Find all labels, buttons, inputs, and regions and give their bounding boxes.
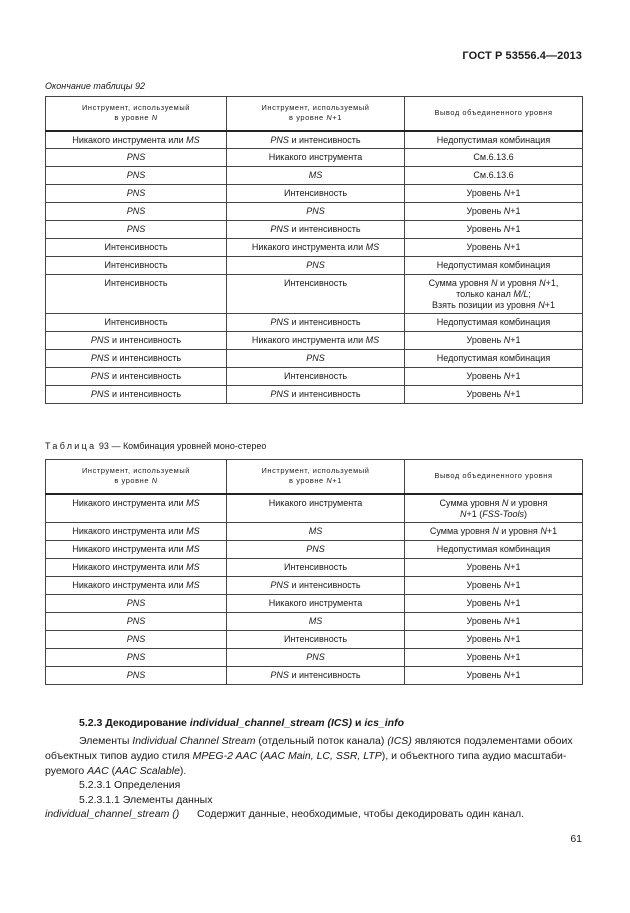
cell-level-n1: PNS — [227, 350, 405, 368]
section-paragraph — [45, 734, 585, 779]
header-cell-level-n — [46, 97, 227, 131]
cell-output: Уровень N+1 — [405, 221, 583, 239]
table-row — [46, 350, 583, 368]
cell-level-n1: PNS и интенсивность — [227, 666, 405, 684]
cell-level-n1: PNS — [227, 648, 405, 666]
cell-output: Уровень N+1 — [405, 332, 583, 350]
cell-level-n1: PNS — [227, 540, 405, 558]
cell-level-n: PNS — [46, 203, 227, 221]
table-row — [46, 239, 583, 257]
table-row — [46, 221, 583, 239]
cell-output: Недопустимая комбинация — [405, 350, 583, 368]
cell-level-n: Никакого инструмента или MS — [46, 576, 227, 594]
subsection-data-elements: 5.2.3.1.1 Элементы данных — [79, 794, 213, 806]
cell-level-n: PNS и интенсивность — [46, 386, 227, 404]
table-92 — [45, 96, 583, 404]
table93-caption-text: — Комбинация уровней моно-стерео — [111, 441, 267, 451]
cell-output: Уровень N+1 — [405, 386, 583, 404]
table-row — [46, 558, 583, 576]
cell-level-n1: Никакого инструмента — [227, 594, 405, 612]
cell-level-n: PNS — [46, 612, 227, 630]
cell-output: Сумма уровня N и уровня N+1 (FSS-Tools) — [405, 494, 583, 523]
table-92-body — [46, 131, 583, 404]
definition-term: individual_channel_stream () — [45, 808, 180, 820]
cell-level-n: PNS — [46, 630, 227, 648]
cell-level-n: PNS и интенсивность — [46, 368, 227, 386]
cell-level-n: Интенсивность — [46, 239, 227, 257]
cell-level-n: PNS — [46, 666, 227, 684]
table-row — [46, 666, 583, 684]
table-row — [46, 368, 583, 386]
cell-output: Уровень N+1 — [405, 203, 583, 221]
table93-caption — [45, 441, 266, 451]
cell-level-n: Интенсивность — [46, 314, 227, 332]
cell-output: Уровень N+1 — [405, 368, 583, 386]
cell-level-n: PNS — [46, 185, 227, 203]
cell-level-n1: Никакого инструмента или MS — [227, 239, 405, 257]
header-text: Вывод объединенного уровня — [434, 108, 553, 118]
table-row — [46, 332, 583, 350]
cell-output: Уровень N+1 — [405, 594, 583, 612]
section-title-and: и — [354, 717, 362, 729]
table-row — [46, 630, 583, 648]
document-id-header: ГОСТ Р 53556.4—2013 — [462, 50, 582, 62]
cell-level-n1: PNS и интенсивность — [227, 576, 405, 594]
table-row — [46, 131, 583, 149]
cell-level-n: PNS — [46, 648, 227, 666]
table-row — [46, 257, 583, 275]
table-row — [46, 522, 583, 540]
cell-output: Уровень N+1 — [405, 630, 583, 648]
cell-level-n1: Интенсивность — [227, 558, 405, 576]
cell-output: Недопустимая комбинация — [405, 314, 583, 332]
cell-level-n: Никакого инструмента или MS — [46, 522, 227, 540]
cell-level-n1: MS — [227, 522, 405, 540]
table-93-body — [46, 494, 583, 685]
cell-output: Уровень N+1 — [405, 185, 583, 203]
section-title-plain: Декодирование — [105, 717, 187, 729]
table-row — [46, 314, 583, 332]
cell-level-n: PNS и интенсивность — [46, 332, 227, 350]
table-row — [46, 167, 583, 185]
cell-output: Недопустимая комбинация — [405, 131, 583, 149]
definition-description: Содержит данные, необходимые, чтобы декодировать один канал. — [197, 808, 525, 820]
section-title — [79, 717, 404, 729]
table-row — [46, 612, 583, 630]
header-text: Инструмент, используемый в уровне N — [82, 103, 190, 123]
cell-output: Недопустимая комбинация — [405, 540, 583, 558]
table-row — [46, 386, 583, 404]
cell-output: Уровень N+1 — [405, 648, 583, 666]
cell-level-n: Интенсивность — [46, 257, 227, 275]
cell-output: Уровень N+1 — [405, 239, 583, 257]
cell-level-n: PNS — [46, 221, 227, 239]
table-93 — [45, 459, 583, 685]
table-row — [46, 494, 583, 523]
cell-level-n1: Интенсивность — [227, 368, 405, 386]
cell-level-n: PNS — [46, 149, 227, 167]
cell-level-n1: Интенсивность — [227, 630, 405, 648]
header-cell-output — [405, 460, 583, 494]
header-text: Инструмент, используемый в уровне N+1 — [261, 466, 370, 486]
cell-level-n1: Никакого инструмента — [227, 149, 405, 167]
header-text: Инструмент, используемый в уровне N — [82, 466, 190, 486]
cell-level-n: Никакого инструмента или MS — [46, 540, 227, 558]
header-cell-level-n1 — [227, 460, 405, 494]
cell-output: Уровень N+1 — [405, 558, 583, 576]
table-header-row — [46, 97, 583, 131]
table-row — [46, 576, 583, 594]
section-number: 5.2.3 — [79, 717, 103, 729]
cell-output: Сумма уровня N и уровня N+1 — [405, 522, 583, 540]
cell-level-n1: PNS и интенсивность — [227, 131, 405, 149]
cell-output: См.6.13.6 — [405, 149, 583, 167]
cell-level-n: Никакого инструмента или MS — [46, 131, 227, 149]
header-text: Инструмент, используемый в уровне N+1 — [261, 103, 370, 123]
cell-level-n: Никакого инструмента или MS — [46, 494, 227, 523]
cell-output: Недопустимая комбинация — [405, 257, 583, 275]
section-title-term-ics-info: ics_info — [364, 717, 405, 729]
cell-level-n1: Никакого инструмента или MS — [227, 332, 405, 350]
cell-output: См.6.13.6 — [405, 167, 583, 185]
header-cell-level-n1 — [227, 97, 405, 131]
cell-level-n1: Интенсивность — [227, 275, 405, 314]
cell-level-n: Никакого инструмента или MS — [46, 558, 227, 576]
table-row — [46, 594, 583, 612]
cell-level-n1: Интенсивность — [227, 185, 405, 203]
cell-level-n1: PNS и интенсивность — [227, 386, 405, 404]
page-number: 61 — [570, 833, 582, 845]
paragraph-text: Элементы Individual Channel Stream (отдельный поток канала) (ICS) являются подэлементами обоих объектных типов аудио стиля MPEG-2 AAC (AAC Main, LC, SSR, LTP), и объектного типа аудио масштаби-руемого AAC (AAC Scalable). — [45, 735, 573, 777]
table-header-row — [46, 460, 583, 494]
table-row — [46, 275, 583, 314]
cell-level-n: PNS и интенсивность — [46, 350, 227, 368]
table92-caption: Окончание таблицы 92 — [45, 81, 145, 91]
cell-output: Уровень N+1 — [405, 576, 583, 594]
table-row — [46, 203, 583, 221]
table93-caption-number: 93 — [98, 441, 109, 451]
table-row — [46, 149, 583, 167]
cell-output: Уровень N+1 — [405, 666, 583, 684]
cell-output: Уровень N+1 — [405, 612, 583, 630]
cell-level-n1: PNS и интенсивность — [227, 221, 405, 239]
cell-level-n1: MS — [227, 612, 405, 630]
cell-output: Сумма уровня N и уровня N+1, только канал M/L; Взять позиции из уровня N+1 — [405, 275, 583, 314]
table-row — [46, 540, 583, 558]
table93-caption-prefix: Таблица — [45, 441, 97, 451]
cell-level-n1: PNS — [227, 257, 405, 275]
cell-level-n1: Никакого инструмента — [227, 494, 405, 523]
cell-level-n1: PNS и интенсивность — [227, 314, 405, 332]
section-title-term-ics: individual_channel_stream (ICS) — [189, 717, 353, 729]
table-row — [46, 648, 583, 666]
cell-level-n1: MS — [227, 167, 405, 185]
cell-level-n: PNS — [46, 594, 227, 612]
header-cell-level-n — [46, 460, 227, 494]
cell-level-n: Интенсивность — [46, 275, 227, 314]
cell-level-n1: PNS — [227, 203, 405, 221]
definition-row — [45, 808, 525, 820]
subsection-definitions: 5.2.3.1 Определения — [79, 779, 181, 791]
header-text: Вывод объединенного уровня — [434, 471, 553, 481]
table-row — [46, 185, 583, 203]
header-cell-output — [405, 97, 583, 131]
cell-level-n: PNS — [46, 167, 227, 185]
